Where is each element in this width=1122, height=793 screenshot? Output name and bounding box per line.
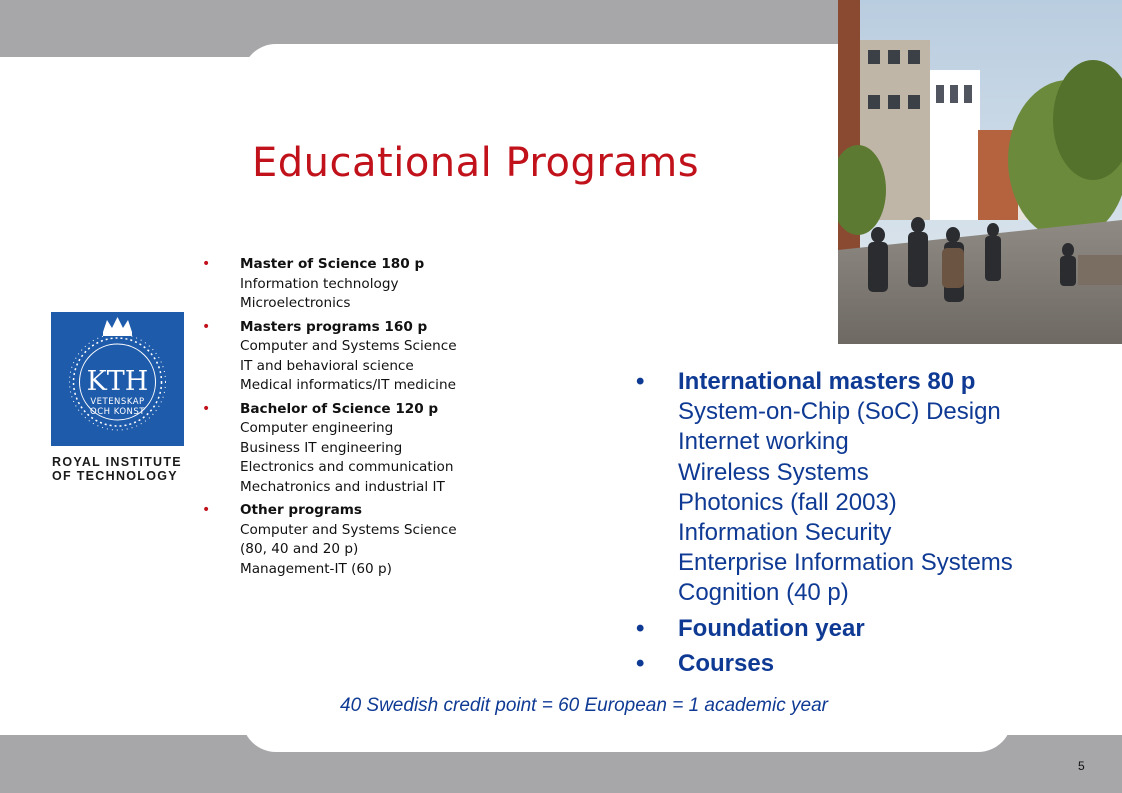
credit-footnote: 40 Swedish credit point = 60 European = 1 academic year xyxy=(340,695,828,716)
left-program-subitem: Computer and Systems Science xyxy=(240,521,457,538)
logo-caption xyxy=(52,456,192,483)
program-list-right xyxy=(636,367,1106,684)
right-program-heading: Courses xyxy=(678,649,775,677)
logo-wordmark: KTH xyxy=(86,366,149,397)
campus-photo xyxy=(838,0,1122,344)
bullet-icon: • xyxy=(636,649,645,677)
bullet-icon: • xyxy=(636,614,645,642)
left-program-subitem: IT and behavioral science xyxy=(240,357,414,374)
left-program-heading: Master of Science 180 p xyxy=(240,256,425,272)
left-program-subitem: Management-IT (60 p) xyxy=(240,560,392,577)
left-program-item xyxy=(200,501,510,579)
campus-photo-icon xyxy=(838,0,1122,344)
page-number: 5 xyxy=(1078,759,1085,773)
left-program-subitem: Microelectronics xyxy=(240,295,351,311)
left-program-item xyxy=(200,255,510,314)
right-program-heading: Foundation year xyxy=(678,614,865,642)
logo-caption-line-1: ROYAL INSTITUTE xyxy=(52,455,182,469)
right-program-subitem: Cognition (40 p) xyxy=(678,579,849,607)
program-list-left xyxy=(200,255,510,583)
kth-logo xyxy=(51,312,184,446)
bullet-icon: • xyxy=(636,368,645,395)
left-program-subitem: Computer engineering xyxy=(240,420,394,436)
left-program-subitem: Mechatronics and industrial IT xyxy=(240,478,445,495)
logo-caption-line-2: OF TECHNOLOGY xyxy=(52,468,178,483)
right-program-item xyxy=(636,614,1106,644)
right-program-subitem: Photonics (fall 2003) xyxy=(678,488,897,516)
right-program-subitem: Information Security xyxy=(678,519,892,547)
left-program-subitem: (80, 40 and 20 p) xyxy=(240,541,359,557)
logo-subline-1: VETENSKAP xyxy=(90,397,145,407)
left-program-heading: Bachelor of Science 120 p xyxy=(240,400,439,417)
bullet-icon: • xyxy=(202,256,211,272)
right-program-subitem: Internet working xyxy=(678,428,849,456)
left-program-subitem: Business IT engineering xyxy=(240,439,403,456)
left-program-subitem: Computer and Systems Science xyxy=(240,338,457,354)
right-program-item xyxy=(636,367,1106,609)
left-program-subitem: Medical informatics/IT medicine xyxy=(240,377,456,393)
left-program-item xyxy=(200,400,510,498)
logo-subline-2: OCH KONST xyxy=(90,407,145,417)
left-program-subitem: Information technology xyxy=(240,275,399,292)
left-program-item xyxy=(200,318,510,396)
bullet-icon: • xyxy=(202,400,211,417)
right-program-subitem: Enterprise Information Systems xyxy=(678,549,1013,577)
left-program-heading: Other programs xyxy=(240,502,363,518)
left-program-heading: Masters programs 160 p xyxy=(240,318,428,335)
bullet-icon: • xyxy=(202,318,211,335)
crown-icon xyxy=(103,317,132,336)
slide-title: Educational Programs xyxy=(252,140,700,186)
right-program-item xyxy=(636,649,1106,679)
right-program-subitem: Wireless Systems xyxy=(678,458,869,486)
right-program-subitem: System-on-Chip (SoC) Design xyxy=(678,398,1001,426)
left-program-subitem: Electronics and communication xyxy=(240,459,454,475)
right-program-heading: International masters 80 p xyxy=(678,368,976,395)
bullet-icon: • xyxy=(202,502,211,518)
